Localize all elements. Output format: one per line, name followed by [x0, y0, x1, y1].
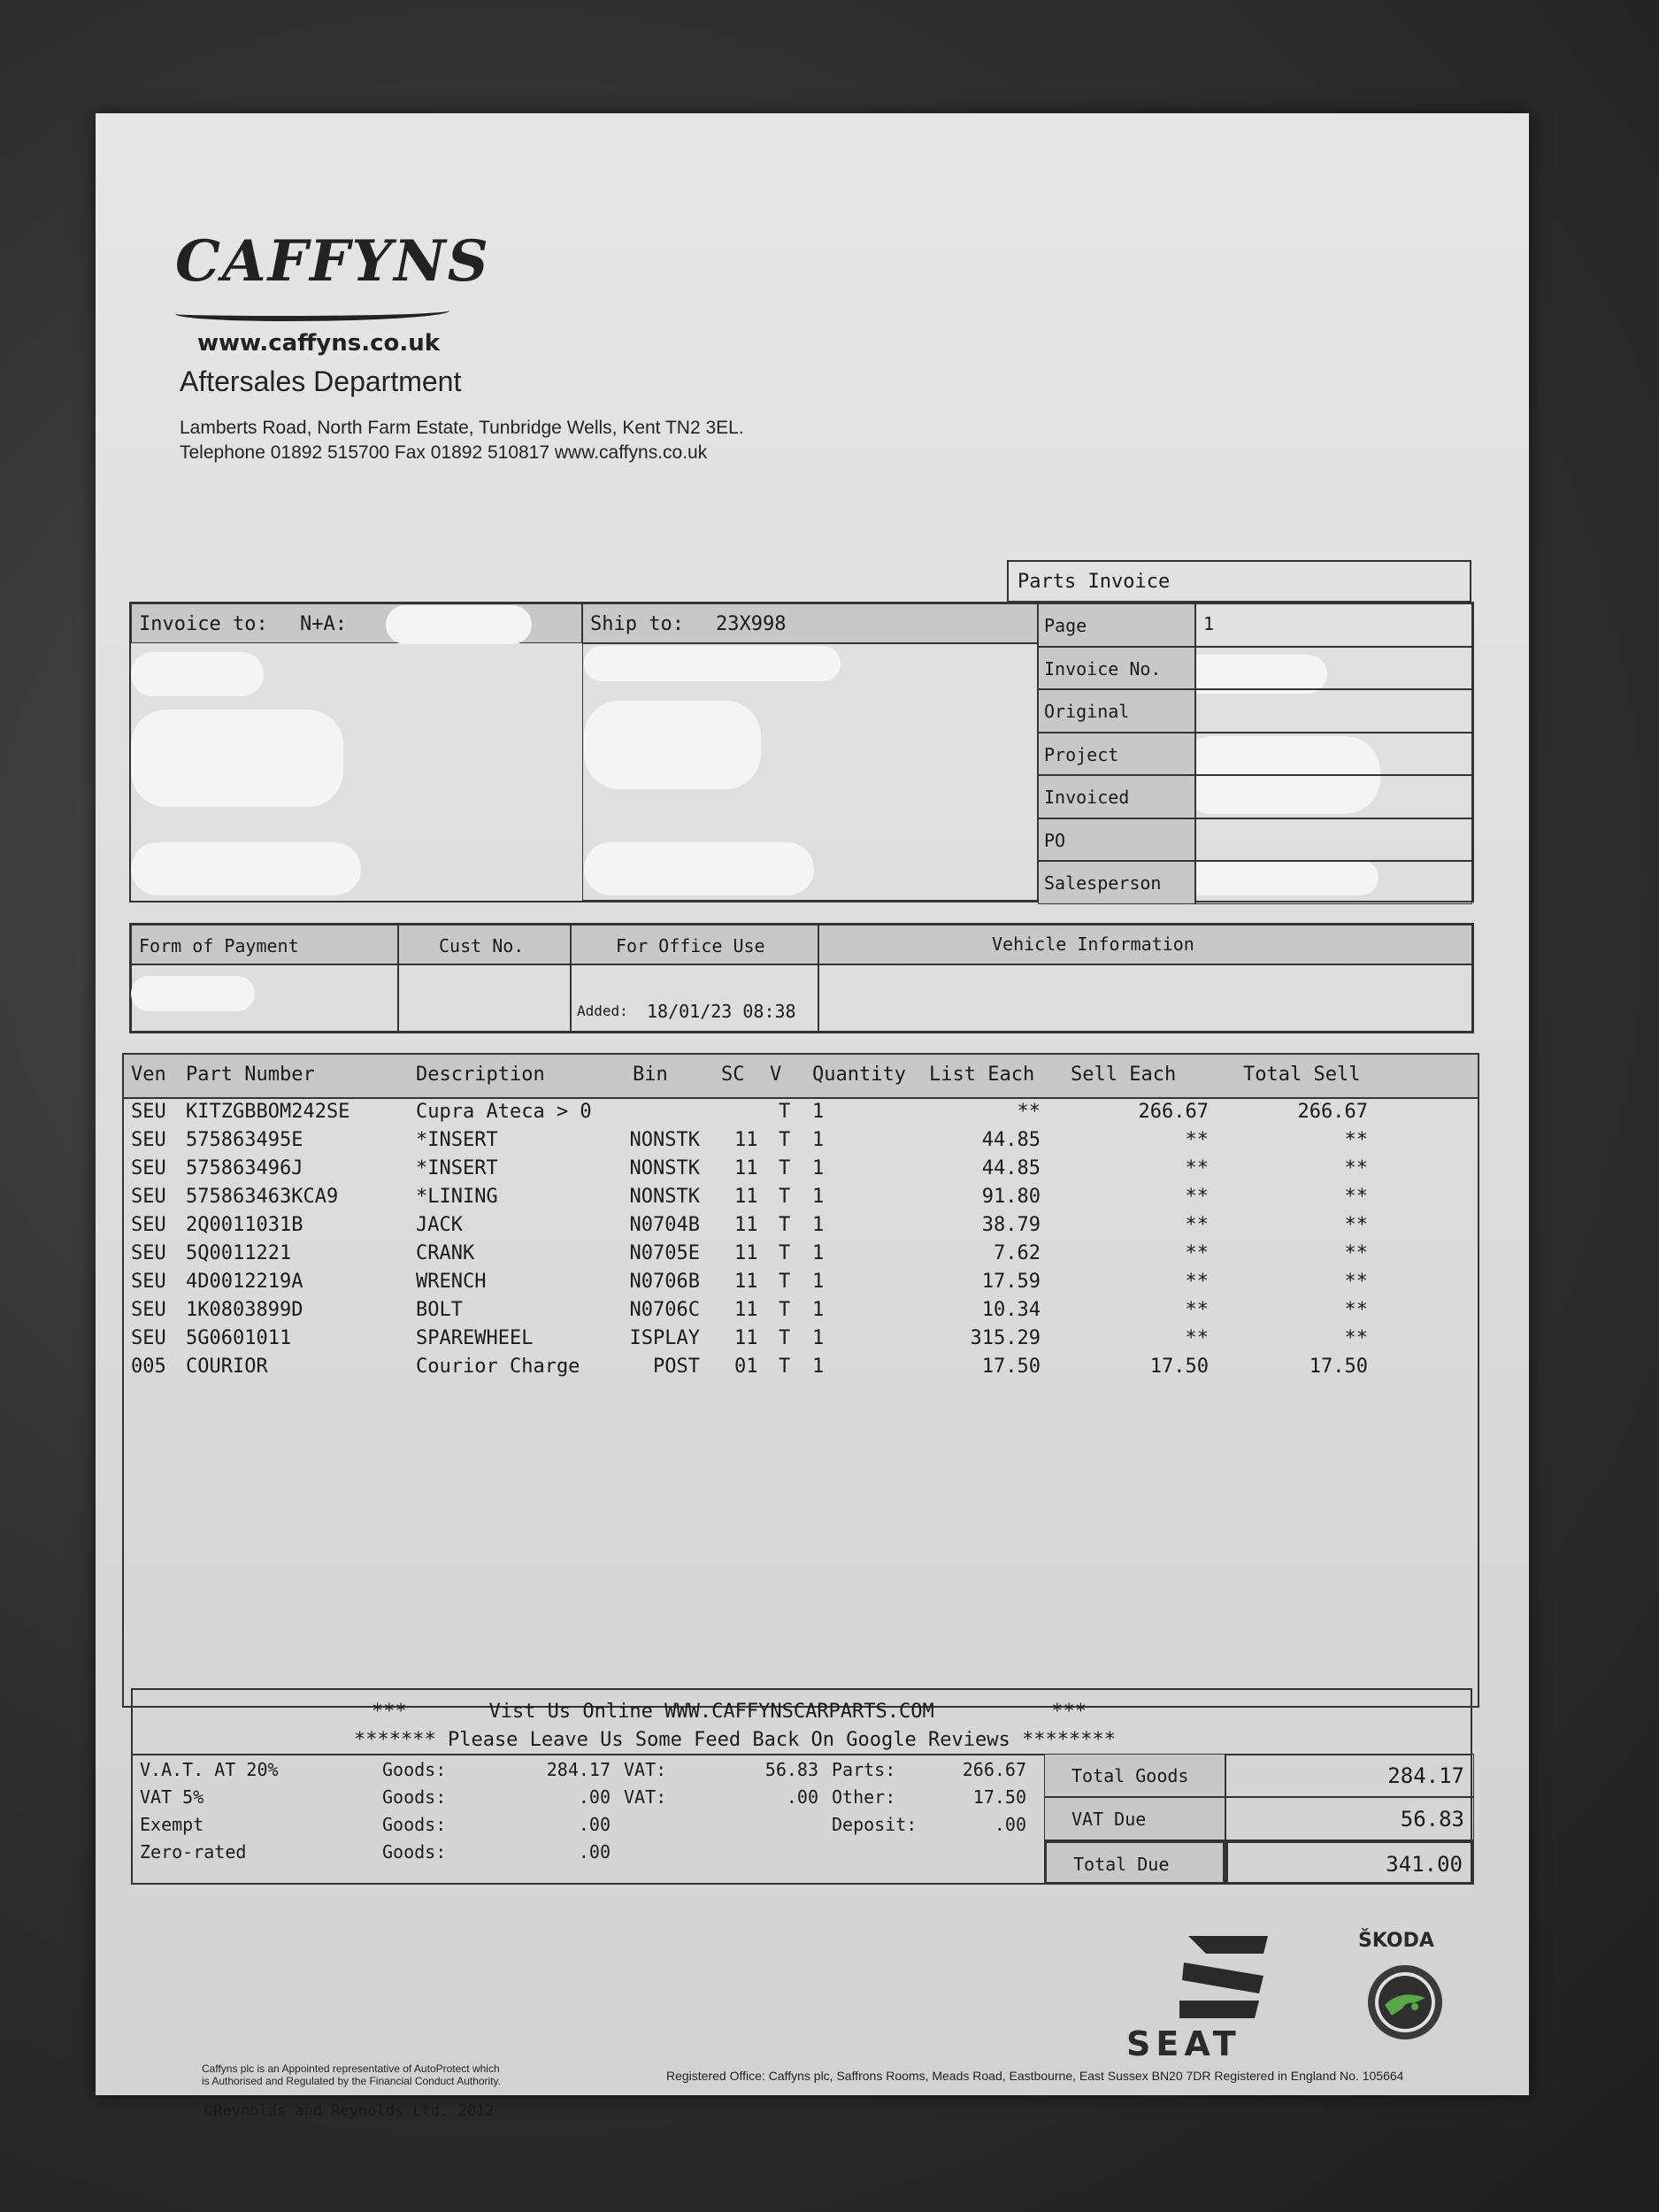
redaction	[131, 710, 343, 807]
address-line: Lamberts Road, North Farm Estate, Tunbridge Wells, Kent TN2 3EL.	[180, 418, 744, 438]
message-reviews: ******* Please Leave Us Some Feed Back On Google Reviews ********	[354, 1729, 1116, 1751]
total-value-cell	[1225, 1754, 1474, 1797]
cell-sc: 11	[734, 1129, 758, 1151]
cell-qty: 1	[812, 1242, 825, 1264]
vat-vat-label: VAT:	[624, 1786, 667, 1808]
cell-desc: WRENCH	[416, 1271, 487, 1293]
cell-sell: **	[1185, 1157, 1209, 1179]
cell-bin: NONSTK	[629, 1129, 700, 1151]
cell-bin: NONSTK	[629, 1186, 700, 1208]
cell-sell: 266.67	[1138, 1101, 1209, 1123]
cell-qty: 1	[812, 1186, 825, 1208]
meta-label-cell	[1038, 647, 1195, 690]
cell-part: 575863495E	[186, 1129, 303, 1151]
cell-list: 44.85	[981, 1129, 1041, 1151]
cell-desc: *INSERT	[416, 1157, 498, 1179]
table-row	[124, 1299, 1478, 1327]
table-row	[124, 1271, 1478, 1299]
meta-label: Invoiced	[1044, 787, 1130, 808]
vat-extra: 17.50	[972, 1786, 1026, 1808]
vat-goods: .00	[578, 1841, 611, 1863]
cell-ven: SEU	[131, 1327, 166, 1349]
vat-goods-label: Goods:	[382, 1814, 447, 1835]
invoice-to-label: Invoice to:	[139, 613, 268, 635]
meta-value-cell	[1195, 818, 1472, 862]
table-row	[124, 1214, 1478, 1242]
redaction	[131, 842, 361, 895]
added-value: 18/01/23 08:38	[647, 1001, 796, 1022]
logo-swoosh	[175, 303, 449, 321]
total-value: 341.00	[1386, 1852, 1463, 1877]
cell-sc: 11	[734, 1299, 758, 1321]
skoda-wordmark: ŠKODA	[1358, 1930, 1434, 1952]
cell-ven: SEU	[131, 1214, 166, 1236]
vat-line	[133, 1814, 1044, 1842]
cell-ven: SEU	[131, 1157, 166, 1179]
cell-list: 17.59	[981, 1271, 1041, 1293]
added-label: Added:	[577, 1002, 628, 1019]
total-value-cell	[1225, 1797, 1474, 1840]
cell-qty: 1	[812, 1157, 825, 1179]
seat-wordmark: SEAT	[1126, 2024, 1241, 2063]
vehicle-info-header	[818, 925, 1472, 964]
total-label: Total Goods	[1071, 1765, 1189, 1786]
cell-sc: 11	[734, 1214, 758, 1236]
redaction	[131, 652, 264, 696]
fca-note-line: Caffyns plc is an Appointed representative of AutoProtect which	[202, 2062, 500, 2075]
table-row	[124, 1186, 1478, 1214]
total-value: 56.83	[1400, 1807, 1464, 1832]
meta-value-cell	[1195, 603, 1472, 647]
column-header: V	[770, 1064, 782, 1086]
cell-sell: **	[1185, 1214, 1209, 1236]
office-use-value	[571, 964, 818, 1032]
cell-ven: SEU	[131, 1271, 166, 1293]
cell-total: **	[1344, 1129, 1368, 1151]
meta-value-cell	[1195, 647, 1472, 690]
vat-extra: 266.67	[962, 1759, 1026, 1780]
header-row	[124, 1064, 1478, 1092]
table-row	[124, 1101, 1478, 1129]
meta-label-cell	[1038, 603, 1195, 647]
fca-note-line: is Authorised and Regulated by the Financial Conduct Authority.	[202, 2075, 501, 2087]
column-header: Ven	[131, 1064, 166, 1086]
cell-list: 10.34	[981, 1299, 1041, 1321]
cell-sc: 11	[734, 1242, 758, 1264]
cell-sell: 17.50	[1149, 1356, 1209, 1378]
cell-v: T	[779, 1129, 791, 1151]
cell-v: T	[779, 1186, 791, 1208]
cell-desc: *LINING	[416, 1186, 498, 1208]
caffyns-logo: CAFFYNS	[175, 228, 490, 295]
cell-sc: 11	[734, 1157, 758, 1179]
table-row	[124, 1327, 1478, 1356]
cell-bin: N0706C	[629, 1299, 700, 1321]
cell-part: 4D0012219A	[186, 1271, 303, 1293]
cell-v: T	[779, 1101, 791, 1123]
vat-label: VAT 5%	[140, 1786, 204, 1808]
vat-label: Zero-rated	[140, 1841, 247, 1863]
meta-value-cell	[1195, 861, 1472, 904]
cell-list: 91.80	[981, 1186, 1041, 1208]
vat-vat: .00	[786, 1786, 818, 1808]
ship-to-header	[582, 603, 1038, 643]
seat-logo-icon	[1157, 1932, 1290, 2020]
ship-to-label: Ship to:	[590, 613, 684, 635]
cell-list: **	[1017, 1101, 1041, 1123]
office-use-header	[571, 925, 818, 964]
cell-sell: **	[1185, 1242, 1209, 1264]
cell-bin: N0705E	[629, 1242, 700, 1264]
redaction	[386, 605, 532, 644]
logo-website: www.caffyns.co.uk	[197, 330, 441, 357]
redaction	[584, 646, 841, 681]
vat-line	[133, 1786, 1044, 1815]
registered-office: Registered Office: Caffyns plc, Saffrons Rooms, Meads Road, Eastbourne, East Sussex BN20 7DR Registered in England No. 105664	[666, 2069, 1404, 2083]
cell-total: 266.67	[1297, 1101, 1368, 1123]
meta-label-cell	[1038, 861, 1195, 904]
cell-v: T	[779, 1214, 791, 1236]
fca-note	[202, 2062, 501, 2087]
meta-label-cell	[1038, 775, 1195, 818]
table-row	[124, 1356, 1478, 1384]
meta-value-cell	[1195, 775, 1472, 818]
column-header: Part Number	[186, 1064, 315, 1086]
cell-qty: 1	[812, 1101, 825, 1123]
cell-ven: SEU	[131, 1129, 166, 1151]
total-label-cell	[1044, 1840, 1225, 1885]
vat-label: V.A.T. AT 20%	[140, 1759, 279, 1780]
meta-value-cell	[1195, 733, 1472, 776]
cell-qty: 1	[812, 1214, 825, 1236]
cell-bin: POST	[653, 1356, 700, 1378]
summary-block	[131, 1688, 1472, 1885]
cell-v: T	[779, 1271, 791, 1293]
total-label: Total Due	[1073, 1854, 1170, 1875]
meta-label: Salesperson	[1044, 872, 1162, 894]
meta-value-cell	[1195, 689, 1472, 733]
message-website: *** Vist Us Online WWW.CAFFYNSCARPARTS.COM ***	[372, 1701, 1087, 1723]
total-label-cell	[1044, 1797, 1225, 1840]
vehicle-info-value	[818, 964, 1472, 1032]
items-table	[122, 1053, 1479, 1708]
redaction	[584, 701, 761, 789]
form-of-payment-label: Form of Payment	[139, 935, 299, 956]
meta-label: PO	[1044, 829, 1066, 851]
skoda-logo-icon	[1365, 1962, 1445, 2042]
vehicle-info-label: Vehicle Information	[992, 933, 1194, 955]
cell-sc: 11	[734, 1271, 758, 1293]
vat-goods-label: Goods:	[382, 1841, 447, 1863]
cell-qty: 1	[812, 1271, 825, 1293]
column-header: Sell Each	[1071, 1064, 1177, 1086]
cell-list: 44.85	[981, 1157, 1041, 1179]
cell-list: 17.50	[981, 1356, 1041, 1378]
cell-sell: **	[1185, 1186, 1209, 1208]
cell-ven: SEU	[131, 1242, 166, 1264]
address-block	[129, 602, 1474, 902]
vat-extra: .00	[994, 1814, 1026, 1835]
cell-v: T	[779, 1242, 791, 1264]
messages-area	[133, 1690, 1471, 1755]
cell-qty: 1	[812, 1356, 825, 1378]
cell-desc: *INSERT	[416, 1129, 498, 1151]
meta-label: Page	[1044, 615, 1087, 636]
total-value: 284.17	[1387, 1763, 1464, 1788]
meta-label-cell	[1038, 818, 1195, 862]
cust-no-value	[398, 964, 571, 1032]
cell-part: 5Q0011221	[186, 1242, 292, 1264]
cell-total: **	[1344, 1186, 1368, 1208]
table-row	[124, 1129, 1478, 1157]
copyright: ©Reynolds and Reynolds Ltd. 2012	[204, 2102, 495, 2120]
cell-sell: **	[1185, 1271, 1209, 1293]
total-label-cell	[1044, 1754, 1225, 1797]
cell-bin: ISPLAY	[629, 1327, 700, 1349]
cell-bin: N0704B	[629, 1214, 700, 1236]
redaction	[584, 842, 814, 895]
office-use-label: For Office Use	[616, 935, 765, 956]
cell-ven: SEU	[131, 1299, 166, 1321]
contact-line: Telephone 01892 515700 Fax 01892 510817 www.caffyns.co.uk	[180, 442, 708, 463]
payment-block	[129, 923, 1474, 1033]
cell-desc: BOLT	[416, 1299, 463, 1321]
doc-title-box	[1007, 560, 1471, 603]
redaction	[131, 976, 255, 1011]
cell-total: **	[1344, 1157, 1368, 1179]
ship-to-value: 23X998	[716, 613, 787, 635]
table-row	[124, 1157, 1478, 1186]
cell-sell: **	[1185, 1129, 1209, 1151]
cell-part: KITZGBBOM242SE	[186, 1101, 350, 1123]
cell-sc: 01	[734, 1356, 758, 1378]
cell-part: 575863463KCA9	[186, 1186, 339, 1208]
cell-desc: Cupra Ateca > 0	[416, 1101, 592, 1123]
doc-title: Parts Invoice	[1018, 571, 1171, 593]
vat-extra-label: Other:	[832, 1786, 896, 1808]
invoice-paper	[96, 113, 1529, 2120]
cell-part: 2Q0011031B	[186, 1214, 303, 1236]
vat-goods: .00	[578, 1814, 611, 1835]
cell-ven: SEU	[131, 1186, 166, 1208]
company-address	[180, 416, 744, 465]
column-header: List Each	[929, 1064, 1035, 1086]
cell-list: 7.62	[994, 1242, 1041, 1264]
cell-v: T	[779, 1356, 791, 1378]
meta-label: Original	[1044, 701, 1130, 722]
cell-qty: 1	[812, 1327, 825, 1349]
cell-qty: 1	[812, 1299, 825, 1321]
cell-sell: **	[1185, 1327, 1209, 1349]
cell-desc: Courior Charge	[416, 1356, 580, 1378]
cell-sc: 11	[734, 1327, 758, 1349]
cell-sell: **	[1185, 1299, 1209, 1321]
vat-goods: .00	[578, 1786, 611, 1808]
column-header: SC	[721, 1064, 745, 1086]
cell-part: 1K0803899D	[186, 1299, 303, 1321]
vat-goods: 284.17	[546, 1759, 611, 1780]
form-of-payment-header	[131, 925, 398, 964]
cust-no-label: Cust No.	[439, 935, 525, 956]
cell-part: 5G0601011	[186, 1327, 292, 1349]
invoice-to-value: N+A:	[300, 613, 347, 635]
vat-vat: 56.83	[764, 1759, 818, 1780]
vat-goods-label: Goods:	[382, 1786, 447, 1808]
cell-part: 575863496J	[186, 1157, 303, 1179]
cell-sc: 11	[734, 1186, 758, 1208]
meta-value: 1	[1203, 613, 1215, 634]
cell-list: 315.29	[970, 1327, 1041, 1349]
meta-label-cell	[1038, 689, 1195, 733]
items-header	[124, 1055, 1478, 1099]
column-header: Total Sell	[1243, 1064, 1361, 1086]
cell-part: COURIOR	[186, 1356, 268, 1378]
vat-label: Exempt	[140, 1814, 204, 1835]
meta-label-cell	[1038, 733, 1195, 776]
cell-total: **	[1344, 1242, 1368, 1264]
vat-vat-label: VAT:	[624, 1759, 667, 1780]
meta-label: Project	[1044, 743, 1119, 765]
cust-no-header	[398, 925, 571, 964]
cell-total: **	[1344, 1299, 1368, 1321]
vat-line	[133, 1841, 1044, 1870]
cell-list: 38.79	[981, 1214, 1041, 1236]
cell-total: 17.50	[1309, 1356, 1368, 1378]
vat-extra-label: Deposit:	[832, 1814, 918, 1835]
cell-v: T	[779, 1157, 791, 1179]
cell-ven: SEU	[131, 1101, 166, 1123]
cell-desc: SPAREWHEEL	[416, 1327, 534, 1349]
cell-desc: JACK	[416, 1214, 463, 1236]
cell-ven: 005	[131, 1356, 166, 1378]
vat-goods-label: Goods:	[382, 1759, 447, 1780]
cell-total: **	[1344, 1327, 1368, 1349]
cell-v: T	[779, 1299, 791, 1321]
cell-total: **	[1344, 1214, 1368, 1236]
column-header: Description	[416, 1064, 545, 1086]
cell-desc: CRANK	[416, 1242, 475, 1264]
column-header: Bin	[633, 1064, 668, 1086]
table-row	[124, 1242, 1478, 1271]
vat-line	[133, 1759, 1044, 1787]
cell-v: T	[779, 1327, 791, 1349]
total-value-cell	[1225, 1840, 1474, 1885]
cell-bin: N0706B	[629, 1271, 700, 1293]
total-label: VAT Due	[1071, 1809, 1147, 1830]
cell-bin: NONSTK	[629, 1157, 700, 1179]
meta-label: Invoice No.	[1044, 657, 1162, 680]
department-title: Aftersales Department	[180, 365, 462, 397]
vat-extra-label: Parts:	[832, 1759, 896, 1780]
column-header: Quantity	[812, 1064, 906, 1086]
cell-qty: 1	[812, 1129, 825, 1151]
cell-total: **	[1344, 1271, 1368, 1293]
